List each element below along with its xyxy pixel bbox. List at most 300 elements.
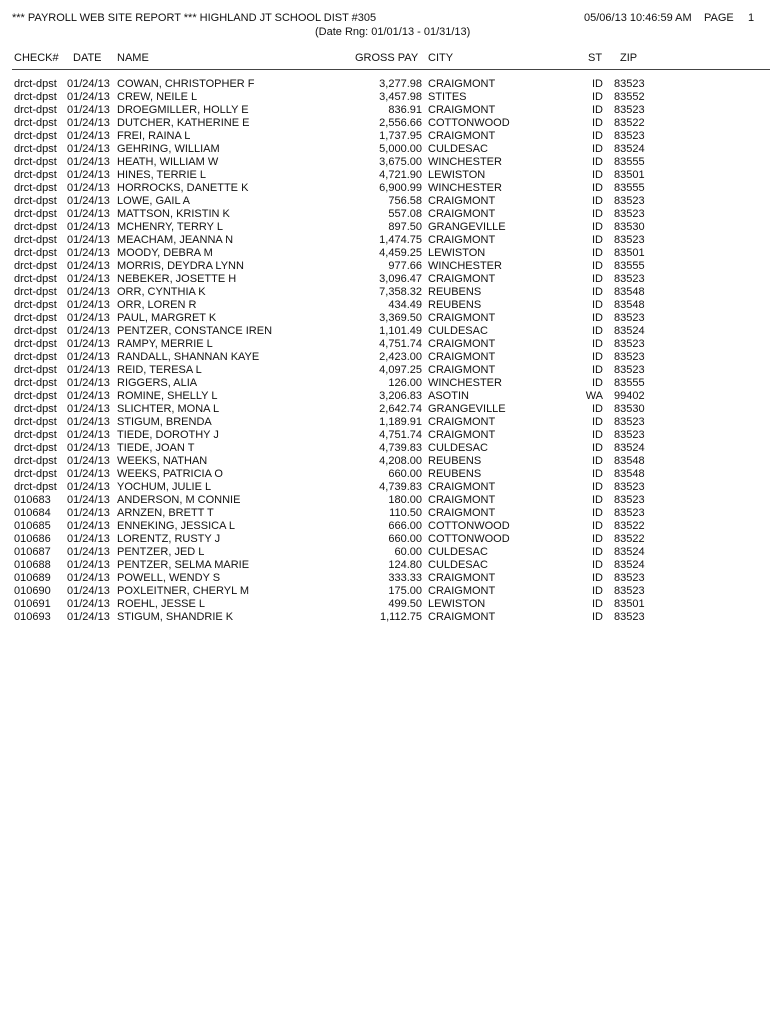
name-cell: TIEDE, DOROTHY J bbox=[117, 429, 219, 441]
check-cell: drct-dpst bbox=[14, 260, 57, 272]
table-row bbox=[0, 429, 770, 442]
gross-pay-cell: 499.50 bbox=[388, 598, 422, 610]
city-cell: CULDESAC bbox=[428, 325, 488, 337]
name-cell: WEEKS, PATRICIA O bbox=[117, 468, 223, 480]
state-cell: ID bbox=[592, 182, 603, 194]
state-cell: ID bbox=[592, 494, 603, 506]
check-cell: drct-dpst bbox=[14, 247, 57, 259]
gross-pay-cell: 3,457.98 bbox=[379, 91, 422, 103]
table-row bbox=[0, 208, 770, 221]
gross-pay-cell: 3,096.47 bbox=[379, 273, 422, 285]
table-row bbox=[0, 260, 770, 273]
date-cell: 01/24/13 bbox=[67, 273, 110, 285]
state-cell: ID bbox=[592, 130, 603, 142]
zip-cell: 83523 bbox=[614, 78, 645, 90]
state-cell: ID bbox=[592, 520, 603, 532]
zip-cell: 83523 bbox=[614, 429, 645, 441]
date-cell: 01/24/13 bbox=[67, 247, 110, 259]
gross-pay-cell: 660.00 bbox=[388, 533, 422, 545]
date-cell: 01/24/13 bbox=[67, 91, 110, 103]
city-cell: CRAIGMONT bbox=[428, 338, 496, 350]
name-cell: GEHRING, WILLIAM bbox=[117, 143, 220, 155]
table-row bbox=[0, 221, 770, 234]
state-cell: ID bbox=[592, 169, 603, 181]
name-cell: DUTCHER, KATHERINE E bbox=[117, 117, 250, 129]
state-cell: ID bbox=[592, 78, 603, 90]
state-cell: ID bbox=[592, 598, 603, 610]
zip-cell: 83523 bbox=[614, 611, 645, 623]
name-cell: REID, TERESA L bbox=[117, 364, 202, 376]
column-header-zip: ZIP bbox=[620, 52, 638, 64]
state-cell: ID bbox=[592, 481, 603, 493]
check-cell: drct-dpst bbox=[14, 195, 57, 207]
state-cell: ID bbox=[592, 312, 603, 324]
name-cell: POXLEITNER, CHERYL M bbox=[117, 585, 250, 597]
state-cell: ID bbox=[592, 247, 603, 259]
gross-pay-cell: 180.00 bbox=[388, 494, 422, 506]
state-cell: ID bbox=[592, 416, 603, 428]
name-cell: STIGUM, BRENDA bbox=[117, 416, 212, 428]
city-cell: CRAIGMONT bbox=[428, 234, 496, 246]
table-row bbox=[0, 299, 770, 312]
date-cell: 01/24/13 bbox=[67, 351, 110, 363]
check-cell: drct-dpst bbox=[14, 468, 57, 480]
gross-pay-cell: 836.91 bbox=[388, 104, 422, 116]
gross-pay-cell: 4,739.83 bbox=[379, 442, 422, 454]
zip-cell: 83555 bbox=[614, 260, 645, 272]
state-cell: ID bbox=[592, 455, 603, 467]
date-cell: 01/24/13 bbox=[67, 390, 110, 402]
check-cell: drct-dpst bbox=[14, 286, 57, 298]
table-row bbox=[0, 546, 770, 559]
state-cell: ID bbox=[592, 299, 603, 311]
date-cell: 01/24/13 bbox=[67, 117, 110, 129]
gross-pay-cell: 2,642.74 bbox=[379, 403, 422, 415]
gross-pay-cell: 6,900.99 bbox=[379, 182, 422, 194]
date-cell: 01/24/13 bbox=[67, 585, 110, 597]
state-cell: ID bbox=[592, 546, 603, 558]
zip-cell: 83523 bbox=[614, 351, 645, 363]
state-cell: ID bbox=[592, 104, 603, 116]
table-row bbox=[0, 442, 770, 455]
zip-cell: 83548 bbox=[614, 299, 645, 311]
check-cell: drct-dpst bbox=[14, 338, 57, 350]
state-cell: ID bbox=[592, 442, 603, 454]
check-cell: drct-dpst bbox=[14, 455, 57, 467]
city-cell: COTTONWOOD bbox=[428, 533, 510, 545]
gross-pay-cell: 4,459.25 bbox=[379, 247, 422, 259]
city-cell: CRAIGMONT bbox=[428, 429, 496, 441]
check-cell: drct-dpst bbox=[14, 299, 57, 311]
report-datetime: 05/06/13 10:46:59 AM bbox=[584, 12, 692, 24]
table-row bbox=[0, 455, 770, 468]
date-cell: 01/24/13 bbox=[67, 130, 110, 142]
zip-cell: 83522 bbox=[614, 520, 645, 532]
gross-pay-cell: 2,556.66 bbox=[379, 117, 422, 129]
gross-pay-cell: 3,369.50 bbox=[379, 312, 422, 324]
gross-pay-cell: 175.00 bbox=[388, 585, 422, 597]
city-cell: CRAIGMONT bbox=[428, 273, 496, 285]
table-row bbox=[0, 104, 770, 117]
check-cell: drct-dpst bbox=[14, 416, 57, 428]
check-cell: 010688 bbox=[14, 559, 51, 571]
state-cell: ID bbox=[592, 143, 603, 155]
gross-pay-cell: 3,675.00 bbox=[379, 156, 422, 168]
city-cell: REUBENS bbox=[428, 455, 482, 467]
city-cell: CULDESAC bbox=[428, 559, 488, 571]
table-row bbox=[0, 533, 770, 546]
date-cell: 01/24/13 bbox=[67, 364, 110, 376]
check-cell: drct-dpst bbox=[14, 169, 57, 181]
city-cell: CULDESAC bbox=[428, 143, 488, 155]
table-row bbox=[0, 377, 770, 390]
table-row bbox=[0, 494, 770, 507]
city-cell: CULDESAC bbox=[428, 546, 488, 558]
check-cell: drct-dpst bbox=[14, 78, 57, 90]
gross-pay-cell: 3,277.98 bbox=[379, 78, 422, 90]
city-cell: STITES bbox=[428, 91, 467, 103]
city-cell: WINCHESTER bbox=[428, 156, 502, 168]
date-cell: 01/24/13 bbox=[67, 234, 110, 246]
city-cell: CRAIGMONT bbox=[428, 507, 496, 519]
check-cell: drct-dpst bbox=[14, 364, 57, 376]
name-cell: RIGGERS, ALIA bbox=[117, 377, 198, 389]
gross-pay-cell: 660.00 bbox=[388, 468, 422, 480]
table-row bbox=[0, 468, 770, 481]
name-cell: DROEGMILLER, HOLLY E bbox=[117, 104, 249, 116]
name-cell: SLICHTER, MONA L bbox=[117, 403, 220, 415]
table-row bbox=[0, 572, 770, 585]
zip-cell: 83548 bbox=[614, 286, 645, 298]
state-cell: ID bbox=[592, 468, 603, 480]
name-cell: NEBEKER, JOSETTE H bbox=[117, 273, 237, 285]
page-number: 1 bbox=[748, 12, 755, 24]
table-row bbox=[0, 416, 770, 429]
state-cell: ID bbox=[592, 91, 603, 103]
zip-cell: 83523 bbox=[614, 364, 645, 376]
gross-pay-cell: 557.08 bbox=[388, 208, 422, 220]
name-cell: ROEHL, JESSE L bbox=[117, 598, 206, 610]
gross-pay-cell: 4,739.83 bbox=[379, 481, 422, 493]
state-cell: ID bbox=[592, 507, 603, 519]
zip-cell: 83522 bbox=[614, 533, 645, 545]
state-cell: WA bbox=[585, 390, 603, 402]
date-cell: 01/24/13 bbox=[67, 312, 110, 324]
zip-cell: 83524 bbox=[614, 546, 645, 558]
table-row bbox=[0, 390, 770, 403]
state-cell: ID bbox=[592, 156, 603, 168]
name-cell: HEATH, WILLIAM W bbox=[117, 156, 219, 168]
city-cell: LEWISTON bbox=[428, 247, 486, 259]
zip-cell: 83548 bbox=[614, 468, 645, 480]
state-cell: ID bbox=[592, 195, 603, 207]
zip-cell: 83530 bbox=[614, 403, 645, 415]
gross-pay-cell: 1,474.75 bbox=[379, 234, 422, 246]
name-cell: RAMPY, MERRIE L bbox=[117, 338, 213, 350]
date-cell: 01/24/13 bbox=[67, 169, 110, 181]
check-cell: drct-dpst bbox=[14, 221, 57, 233]
report-title: *** PAYROLL WEB SITE REPORT *** HIGHLAND JT SCHOOL DIST #305 bbox=[12, 12, 377, 24]
zip-cell: 83524 bbox=[614, 143, 645, 155]
city-cell: CRAIGMONT bbox=[428, 364, 496, 376]
table-row bbox=[0, 611, 770, 624]
city-cell: CRAIGMONT bbox=[428, 351, 496, 363]
header-divider bbox=[12, 69, 770, 70]
check-cell: drct-dpst bbox=[14, 403, 57, 415]
zip-cell: 83523 bbox=[614, 481, 645, 493]
table-row bbox=[0, 312, 770, 325]
name-cell: CREW, NEILE L bbox=[117, 91, 198, 103]
city-cell: LEWISTON bbox=[428, 169, 486, 181]
city-cell: CRAIGMONT bbox=[428, 416, 496, 428]
table-row bbox=[0, 195, 770, 208]
column-header-city: CITY bbox=[428, 52, 454, 64]
name-cell: WEEKS, NATHAN bbox=[117, 455, 208, 467]
gross-pay-cell: 1,112.75 bbox=[379, 611, 422, 623]
city-cell: COTTONWOOD bbox=[428, 117, 510, 129]
date-cell: 01/24/13 bbox=[67, 338, 110, 350]
name-cell: COWAN, CHRISTOPHER F bbox=[117, 78, 255, 90]
name-cell: TIEDE, JOAN T bbox=[117, 442, 195, 454]
date-cell: 01/24/13 bbox=[67, 442, 110, 454]
city-cell: REUBENS bbox=[428, 286, 482, 298]
date-cell: 01/24/13 bbox=[67, 507, 110, 519]
zip-cell: 83501 bbox=[614, 247, 645, 259]
table-row bbox=[0, 559, 770, 572]
name-cell: MATTSON, KRISTIN K bbox=[117, 208, 230, 220]
check-cell: 010687 bbox=[14, 546, 51, 558]
table-row bbox=[0, 520, 770, 533]
gross-pay-cell: 2,423.00 bbox=[379, 351, 422, 363]
zip-cell: 83552 bbox=[614, 91, 645, 103]
zip-cell: 83555 bbox=[614, 377, 645, 389]
gross-pay-cell: 4,751.74 bbox=[379, 338, 422, 350]
check-cell: drct-dpst bbox=[14, 442, 57, 454]
table-row bbox=[0, 117, 770, 130]
city-cell: CRAIGMONT bbox=[428, 481, 496, 493]
date-cell: 01/24/13 bbox=[67, 377, 110, 389]
table-row bbox=[0, 234, 770, 247]
date-cell: 01/24/13 bbox=[67, 78, 110, 90]
check-cell: drct-dpst bbox=[14, 351, 57, 363]
table-row bbox=[0, 338, 770, 351]
name-cell: ORR, CYNTHIA K bbox=[117, 286, 206, 298]
name-cell: PENTZER, JED L bbox=[117, 546, 205, 558]
date-cell: 01/24/13 bbox=[67, 520, 110, 532]
zip-cell: 83523 bbox=[614, 273, 645, 285]
name-cell: MCHENRY, TERRY L bbox=[117, 221, 223, 233]
name-cell: HINES, TERRIE L bbox=[117, 169, 207, 181]
check-cell: drct-dpst bbox=[14, 325, 57, 337]
name-cell: FREI, RAINA L bbox=[117, 130, 191, 142]
gross-pay-cell: 4,721.90 bbox=[379, 169, 422, 181]
date-cell: 01/24/13 bbox=[67, 325, 110, 337]
name-cell: MORRIS, DEYDRA LYNN bbox=[117, 260, 244, 272]
city-cell: CRAIGMONT bbox=[428, 312, 496, 324]
check-cell: drct-dpst bbox=[14, 390, 57, 402]
zip-cell: 83501 bbox=[614, 169, 645, 181]
city-cell: CULDESAC bbox=[428, 442, 488, 454]
gross-pay-cell: 4,097.25 bbox=[379, 364, 422, 376]
gross-pay-cell: 1,101.49 bbox=[379, 325, 422, 337]
gross-pay-cell: 7,358.32 bbox=[379, 286, 422, 298]
city-cell: CRAIGMONT bbox=[428, 195, 496, 207]
column-header-state: ST bbox=[588, 52, 603, 64]
zip-cell: 83530 bbox=[614, 221, 645, 233]
zip-cell: 83522 bbox=[614, 117, 645, 129]
check-cell: drct-dpst bbox=[14, 312, 57, 324]
zip-cell: 83523 bbox=[614, 208, 645, 220]
state-cell: ID bbox=[592, 611, 603, 623]
table-row bbox=[0, 507, 770, 520]
date-cell: 01/24/13 bbox=[67, 533, 110, 545]
table-row bbox=[0, 130, 770, 143]
gross-pay-cell: 897.50 bbox=[388, 221, 422, 233]
zip-cell: 83524 bbox=[614, 559, 645, 571]
table-row bbox=[0, 169, 770, 182]
city-cell: CRAIGMONT bbox=[428, 611, 496, 623]
gross-pay-cell: 977.66 bbox=[388, 260, 422, 272]
zip-cell: 83523 bbox=[614, 130, 645, 142]
table-row bbox=[0, 351, 770, 364]
zip-cell: 83501 bbox=[614, 598, 645, 610]
check-cell: 010689 bbox=[14, 572, 51, 584]
zip-cell: 83555 bbox=[614, 182, 645, 194]
check-cell: drct-dpst bbox=[14, 91, 57, 103]
table-row bbox=[0, 364, 770, 377]
state-cell: ID bbox=[592, 338, 603, 350]
date-cell: 01/24/13 bbox=[67, 156, 110, 168]
name-cell: PAUL, MARGRET K bbox=[117, 312, 217, 324]
gross-pay-cell: 110.50 bbox=[389, 507, 422, 519]
state-cell: ID bbox=[592, 429, 603, 441]
date-cell: 01/24/13 bbox=[67, 611, 110, 623]
state-cell: ID bbox=[592, 273, 603, 285]
table-row bbox=[0, 91, 770, 104]
zip-cell: 83523 bbox=[614, 104, 645, 116]
city-cell: LEWISTON bbox=[428, 598, 486, 610]
zip-cell: 83523 bbox=[614, 338, 645, 350]
name-cell: RANDALL, SHANNAN KAYE bbox=[117, 351, 260, 363]
name-cell: PENTZER, CONSTANCE IREN bbox=[117, 325, 273, 337]
date-cell: 01/24/13 bbox=[67, 416, 110, 428]
state-cell: ID bbox=[592, 325, 603, 337]
zip-cell: 83523 bbox=[614, 312, 645, 324]
gross-pay-cell: 434.49 bbox=[388, 299, 422, 311]
gross-pay-cell: 666.00 bbox=[388, 520, 422, 532]
check-cell: 010690 bbox=[14, 585, 51, 597]
date-cell: 01/24/13 bbox=[67, 221, 110, 233]
city-cell: CRAIGMONT bbox=[428, 130, 496, 142]
check-cell: drct-dpst bbox=[14, 117, 57, 129]
zip-cell: 83523 bbox=[614, 572, 645, 584]
check-cell: 010693 bbox=[14, 611, 51, 623]
check-cell: drct-dpst bbox=[14, 130, 57, 142]
city-cell: CRAIGMONT bbox=[428, 78, 496, 90]
check-cell: 010683 bbox=[14, 494, 51, 506]
zip-cell: 83523 bbox=[614, 234, 645, 246]
state-cell: ID bbox=[592, 351, 603, 363]
date-cell: 01/24/13 bbox=[67, 260, 110, 272]
name-cell: PENTZER, SELMA MARIE bbox=[117, 559, 250, 571]
check-cell: 010684 bbox=[14, 507, 51, 519]
table-row bbox=[0, 481, 770, 494]
name-cell: LORENTZ, RUSTY J bbox=[117, 533, 221, 545]
table-row bbox=[0, 403, 770, 416]
name-cell: MOODY, DEBRA M bbox=[117, 247, 213, 259]
date-cell: 01/24/13 bbox=[67, 143, 110, 155]
check-cell: 010686 bbox=[14, 533, 51, 545]
state-cell: ID bbox=[592, 117, 603, 129]
name-cell: MEACHAM, JEANNA N bbox=[117, 234, 234, 246]
state-cell: ID bbox=[592, 234, 603, 246]
name-cell: POWELL, WENDY S bbox=[117, 572, 221, 584]
gross-pay-cell: 3,206.83 bbox=[379, 390, 422, 402]
zip-cell: 83523 bbox=[614, 494, 645, 506]
state-cell: ID bbox=[592, 585, 603, 597]
state-cell: ID bbox=[592, 286, 603, 298]
date-range: (Date Rng: 01/01/13 - 01/31/13) bbox=[315, 26, 471, 38]
table-row bbox=[0, 78, 770, 91]
date-cell: 01/24/13 bbox=[67, 598, 110, 610]
gross-pay-cell: 4,208.00 bbox=[379, 455, 422, 467]
zip-cell: 83524 bbox=[614, 325, 645, 337]
city-cell: CRAIGMONT bbox=[428, 585, 496, 597]
table-row bbox=[0, 247, 770, 260]
gross-pay-cell: 124.80 bbox=[388, 559, 422, 571]
city-cell: WINCHESTER bbox=[428, 260, 502, 272]
gross-pay-cell: 5,000.00 bbox=[379, 143, 422, 155]
date-cell: 01/24/13 bbox=[67, 546, 110, 558]
city-cell: CRAIGMONT bbox=[428, 208, 496, 220]
table-row bbox=[0, 143, 770, 156]
date-cell: 01/24/13 bbox=[67, 286, 110, 298]
name-cell: ANDERSON, M CONNIE bbox=[117, 494, 241, 506]
column-header-date: DATE bbox=[73, 52, 102, 64]
column-header-name: NAME bbox=[117, 52, 149, 64]
check-cell: 010685 bbox=[14, 520, 51, 532]
table-row bbox=[0, 325, 770, 338]
date-cell: 01/24/13 bbox=[67, 481, 110, 493]
state-cell: ID bbox=[592, 533, 603, 545]
page-label: PAGE bbox=[704, 12, 734, 24]
zip-cell: 83523 bbox=[614, 585, 645, 597]
check-cell: drct-dpst bbox=[14, 208, 57, 220]
city-cell: CRAIGMONT bbox=[428, 104, 496, 116]
zip-cell: 83523 bbox=[614, 416, 645, 428]
check-cell: drct-dpst bbox=[14, 234, 57, 246]
name-cell: ORR, LOREN R bbox=[117, 299, 197, 311]
city-cell: CRAIGMONT bbox=[428, 494, 496, 506]
name-cell: ROMINE, SHELLY L bbox=[117, 390, 218, 402]
city-cell: GRANGEVILLE bbox=[428, 403, 506, 415]
city-cell: GRANGEVILLE bbox=[428, 221, 506, 233]
zip-cell: 83555 bbox=[614, 156, 645, 168]
check-cell: drct-dpst bbox=[14, 377, 57, 389]
zip-cell: 83524 bbox=[614, 442, 645, 454]
gross-pay-cell: 333.33 bbox=[388, 572, 422, 584]
zip-cell: 83548 bbox=[614, 455, 645, 467]
payroll-table bbox=[0, 78, 770, 624]
name-cell: HORROCKS, DANETTE K bbox=[117, 182, 249, 194]
table-row bbox=[0, 273, 770, 286]
check-cell: drct-dpst bbox=[14, 182, 57, 194]
state-cell: ID bbox=[592, 377, 603, 389]
date-cell: 01/24/13 bbox=[67, 559, 110, 571]
date-cell: 01/24/13 bbox=[67, 468, 110, 480]
name-cell: ARNZEN, BRETT T bbox=[117, 507, 214, 519]
city-cell: COTTONWOOD bbox=[428, 520, 510, 532]
